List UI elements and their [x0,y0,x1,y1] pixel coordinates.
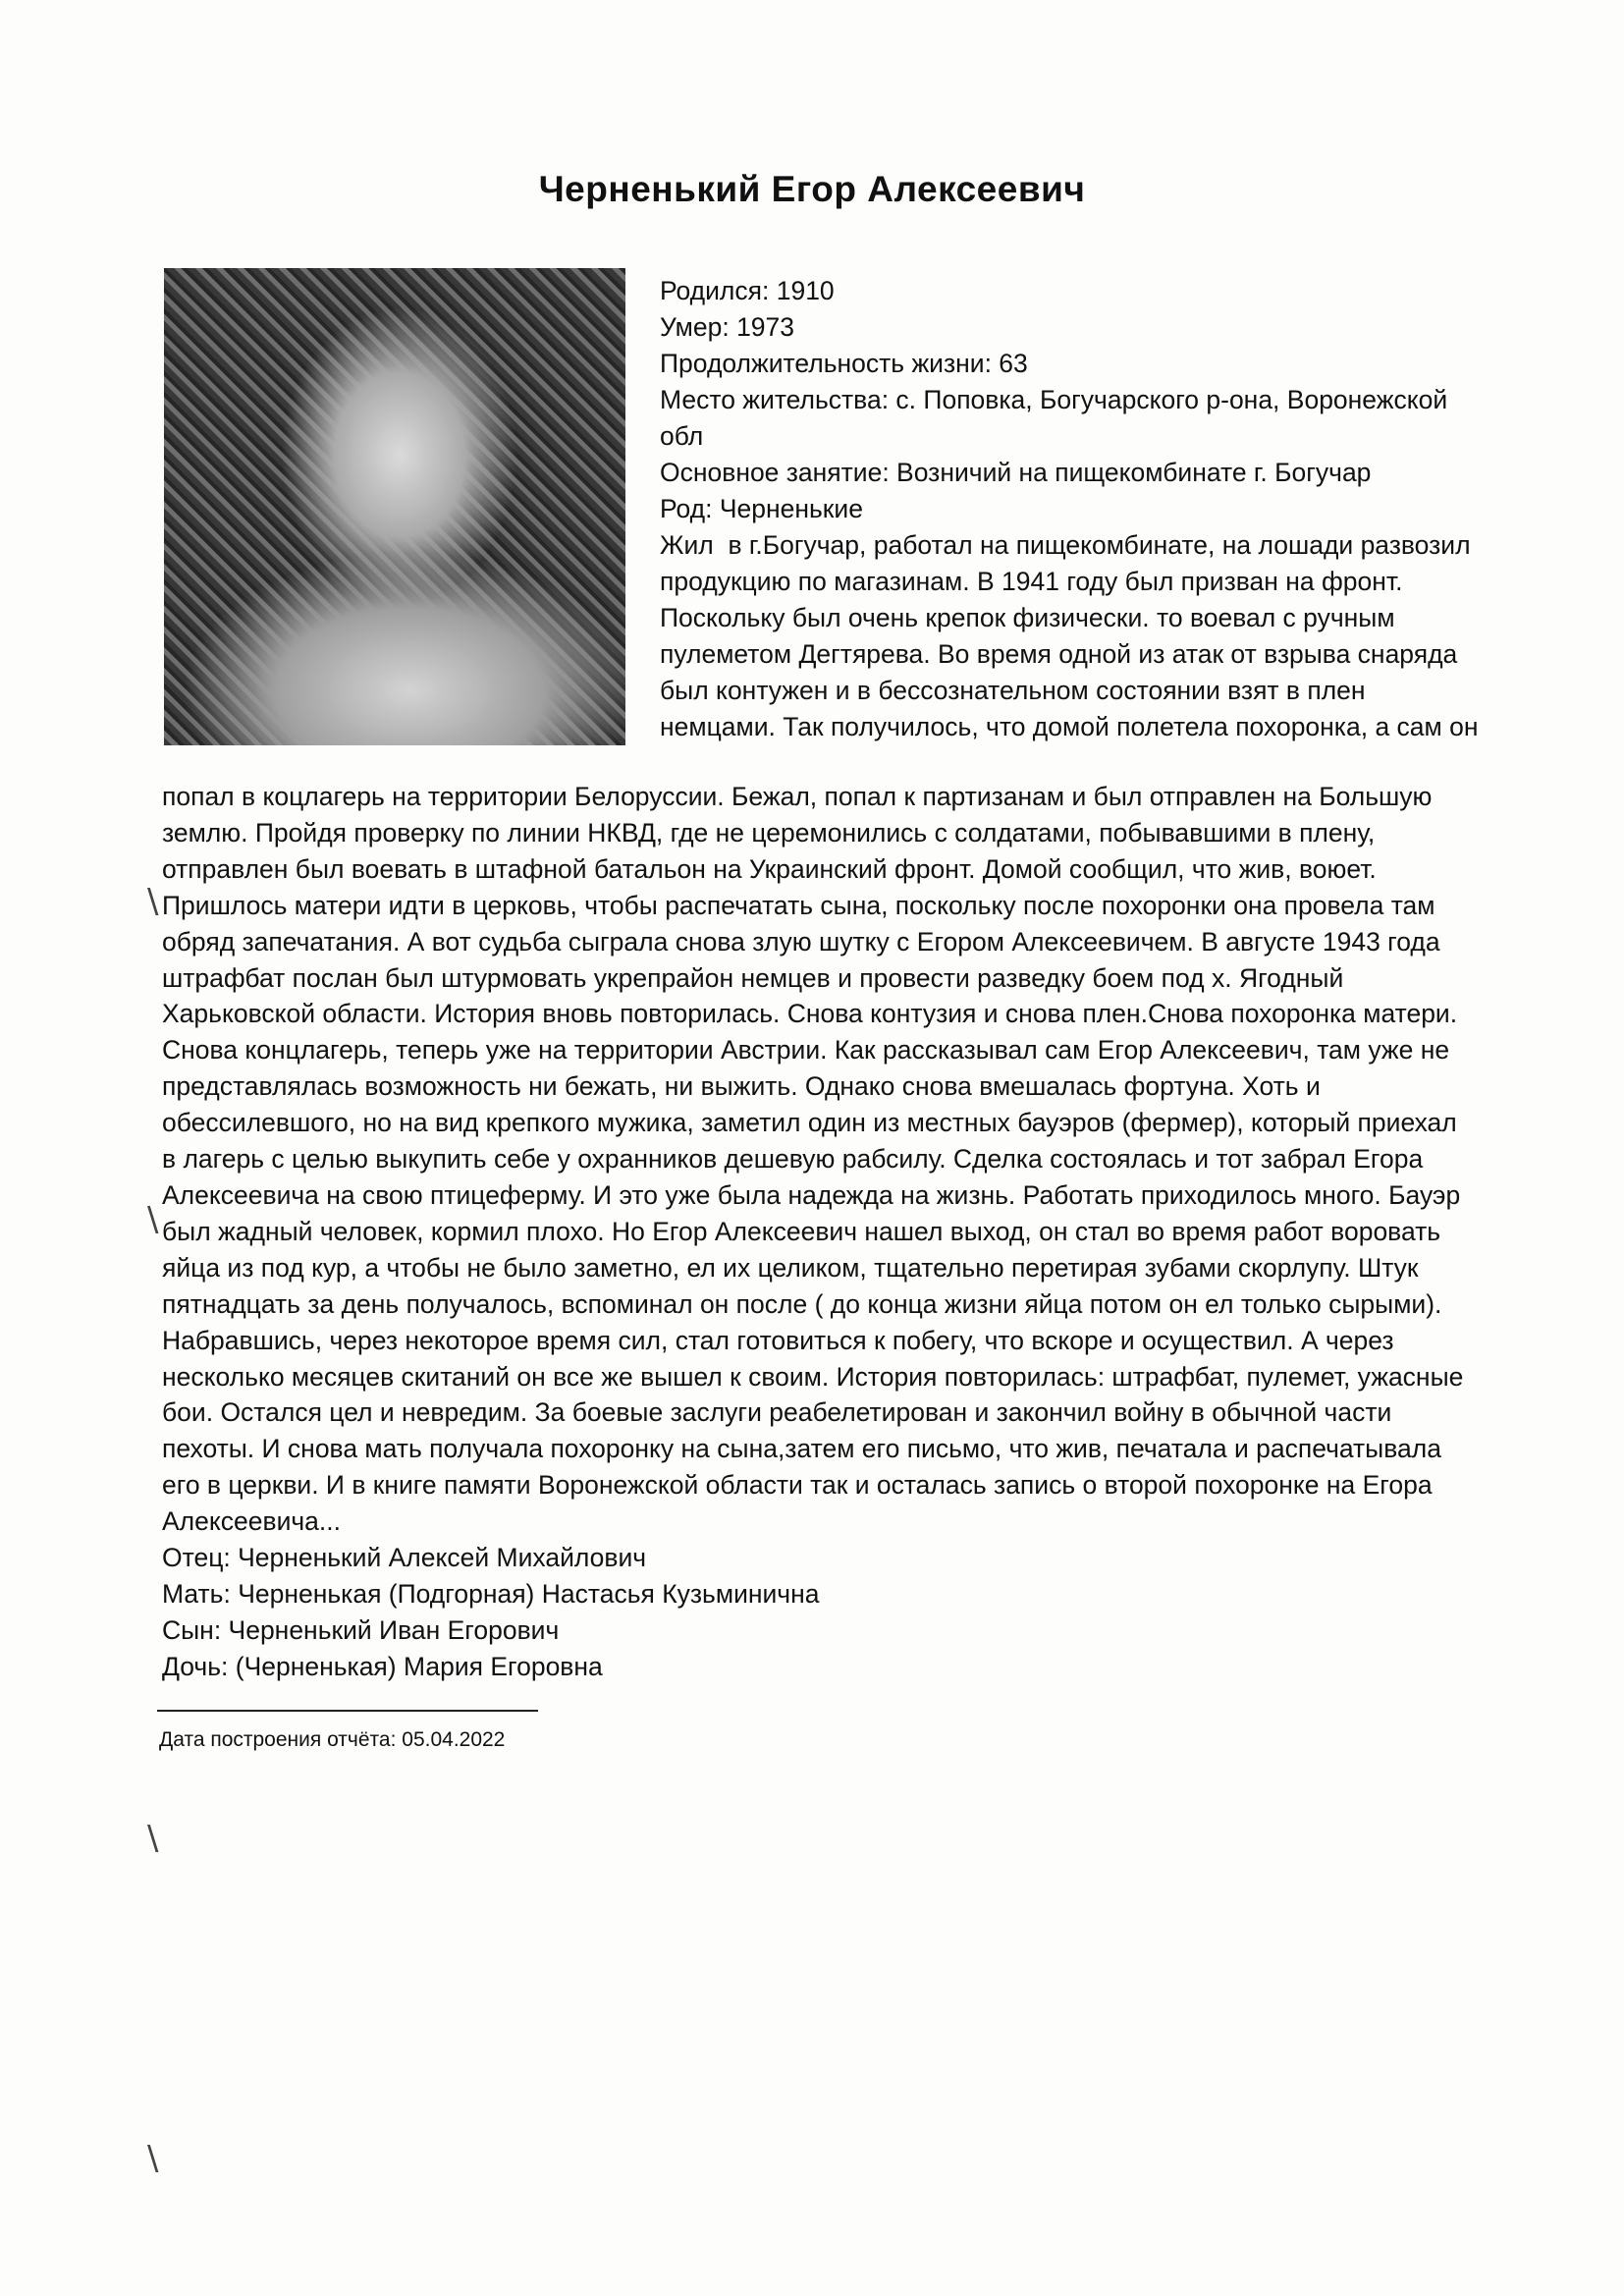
body-line: Алексеевича... [162,1506,342,1537]
info-line: обл [660,421,704,451]
body-line: Снова концлагерь, теперь уже на территории Австрии. Как рассказывал сам Егор Алексеевич, там уже не [162,1035,1450,1066]
body-line: землю. Пройдя проверку по линии НКВД, где не церемонились с солдатами, побывавшими в плену, [162,817,1376,847]
info-line: Поскольку был очень крепок физически. то воевал с ручным [660,603,1395,632]
info-line: Основное занятие: Возничий на пищекомбинате г. Богучар [660,458,1372,487]
body-line: Пришлось матери идти в церковь, чтобы распечатать сына, поскольку после похоронки она провела там [162,890,1435,920]
body-line: попал в коцлагерь на территории Белоруссии. Бежал, попал к партизанам и был отправлен на Большую [162,782,1433,811]
scan-mark: \ [147,2139,159,2178]
body-line: был жадный человек, кормил плохо. Но Егор Алексеевич нашел выход, он стал во время работ воровать [162,1216,1441,1246]
body-line: обряд запечатания. А вот судьба сыграла снова злую шутку с Егором Алексеевичем. В августе 1943 года [162,926,1440,957]
body-line: яйца из под кур, а чтобы не было заметно, ел их целиком, тщательно перетирая зубами скорлупу. Штук [162,1252,1419,1283]
info-line: пулеметом Дегтярева. Во время одной из атак от взрыва снаряда [660,639,1458,669]
info-line: Жил в г.Богучар, работал на пищекомбинате, на лошади развозил [660,530,1471,560]
body-line: бои. Остался цел и невредим. За боевые заслуги реабелетирован и закончил войну в обычной части [162,1397,1392,1428]
info-line: продукцию по магазинам. В 1941 году был призван на фронт. [660,567,1403,596]
info-line: Место жительства: с. Поповка, Богучарского р-она, Воронежской [660,385,1448,414]
scan-mark: \ [147,1200,159,1239]
relative-father: Отец: Черненький Алексей Михайлович [162,1543,647,1573]
body-line: Алексеевича на свою птицеферму. И это уже была надежда на жизнь. Работать приходилось много. Бауэр [162,1179,1461,1210]
body-line: в лагерь с целью выкупить себе у охранников дешевую рабсилу. Сделка состоялась и тот забрал Егора [162,1144,1424,1175]
info-block [660,273,1543,745]
info-line: немцами. Так получилось, что домой полетела похоронка, а сам он [660,712,1479,741]
page-title: Черненький Егор Алексеевич [538,169,1086,209]
report-date: Дата построения отчёта: 05.04.2022 [159,1728,506,1751]
relative-daughter: Дочь: (Черненькая) Мария Егоровна [162,1651,603,1681]
scan-mark: \ [147,1819,159,1858]
body-line: несколько месяцев скитаний он все же вышел к своим. История повторилась: штрафбат, пулемет, ужасные [162,1361,1464,1392]
scan-mark: \ [147,882,159,921]
info-line: был контужен и в бессознательном состоянии взят в плен [660,676,1366,705]
body-line: Набравшись, через некоторое время сил, стал готовиться к побегу, что вскоре и осуществил. А через [162,1325,1394,1355]
body-line: штрафбат послан был штурмовать укрепрайон немцев и провести разведку боем под х. Ягодный [162,962,1344,993]
relative-mother: Мать: Черненькая (Подгорная) Настасья Кузьминична [162,1578,820,1609]
info-line: Умер: 1973 [660,312,795,342]
biography-text [162,779,1556,1685]
info-line: Родился: 1910 [660,276,835,305]
body-line: его в церкви. И в книге памяти Воронежской области так и осталась запись о второй похоронке на Егора [162,1470,1433,1501]
info-line: Род: Черненькие [660,494,863,523]
relative-son: Сын: Черненький Иван Егорович [162,1614,560,1645]
footer-divider [157,1710,538,1712]
body-line: отправлен был воевать в штафной батальон на Украинский фронт. Домой сообщил, что жив, воюет. [162,853,1377,884]
body-line: представлялась возможность ни бежать, ни выжить. Однако снова вмешалась фортуна. Хоть и [162,1071,1321,1102]
body-line: пятнадцать за день получалось, вспоминал он после ( до конца жизни яйца потом он ел только сырыми). [162,1288,1442,1319]
body-line: обессилевшого, но на вид крепкого мужика, заметил один из местных бауэров (фермер), который приехал [162,1108,1457,1138]
body-line: Харьковской области. История вновь повторилась. Снова контузия и снова плен.Снова похоронка матери. [162,999,1458,1029]
info-line: Продолжительность жизни: 63 [660,349,1028,378]
portrait-photo [164,268,625,745]
body-line: пехоты. И снова мать получала похоронку на сына,затем его письмо, что жив, печатала и распечатывала [162,1434,1441,1464]
